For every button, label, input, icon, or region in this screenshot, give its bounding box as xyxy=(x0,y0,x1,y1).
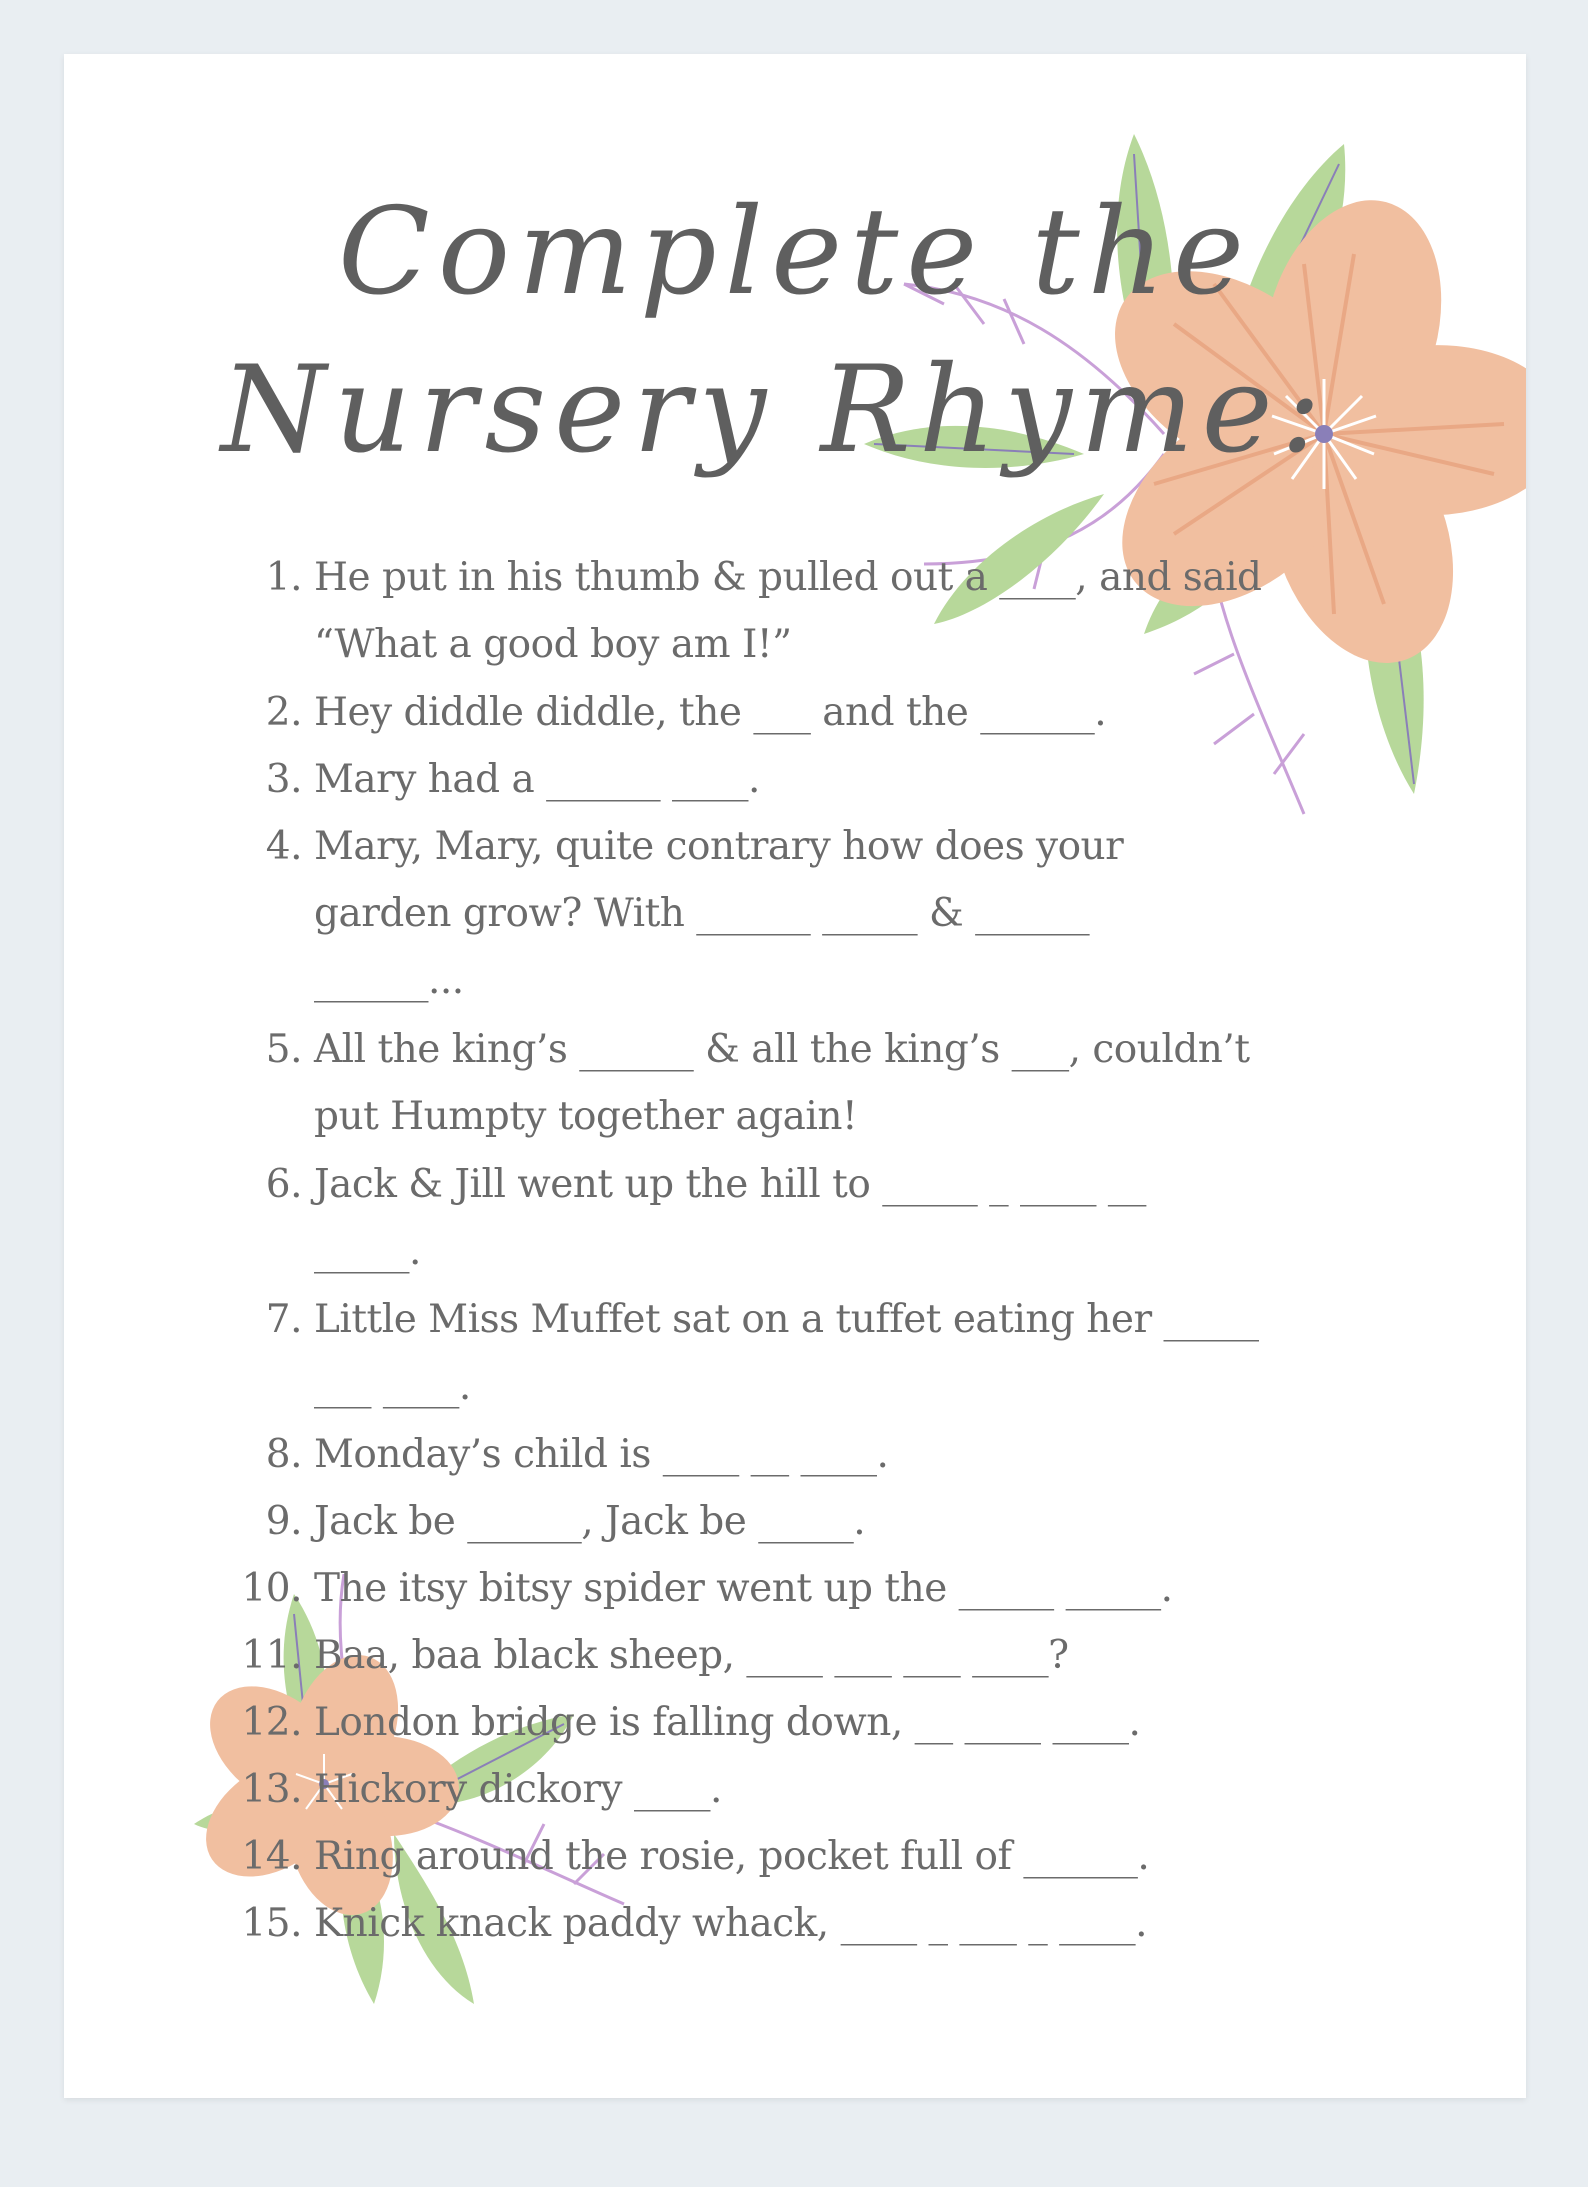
title-line-2: Nursery Rhyme: xyxy=(220,341,1330,480)
question-item xyxy=(265,813,1444,1014)
question-item xyxy=(265,544,1444,678)
question-text: Knick knack paddy whack, ____ _ ___ _ ____. xyxy=(314,1901,1148,1946)
question-item xyxy=(241,1756,1444,1823)
question-item xyxy=(241,1555,1444,1622)
question-number: 7. xyxy=(265,1297,302,1342)
question-number: 12. xyxy=(241,1700,302,1745)
question-item xyxy=(265,746,1444,813)
question-text: Little Miss Muffet sat on a tuffet eating her _____ ___ ____. xyxy=(314,1297,1259,1409)
question-text: All the king’s ______ & all the king’s ___, couldn’t put Humpty together again! xyxy=(314,1027,1250,1139)
question-text: London bridge is falling down, __ ____ ____. xyxy=(314,1700,1141,1745)
question-item xyxy=(241,1689,1444,1756)
question-number: 14. xyxy=(241,1834,302,1879)
question-item xyxy=(265,1151,1444,1285)
question-number: 15. xyxy=(241,1901,302,1946)
question-text: Mary, Mary, quite contrary how does your garden grow? With ______ _____ & ______ ______... xyxy=(314,824,1124,1003)
question-text: Jack be ______, Jack be _____. xyxy=(314,1499,866,1544)
question-number: 10. xyxy=(241,1566,302,1611)
question-item xyxy=(241,1823,1444,1890)
question-text: Jack & Jill went up the hill to _____ _ ____ __ _____. xyxy=(314,1162,1146,1274)
question-text: Baa, baa black sheep, ____ ___ ___ ____? xyxy=(314,1633,1069,1678)
question-text: Mary had a ______ ____. xyxy=(314,757,760,802)
question-text: He put in his thumb & pulled out a ____, and said “What a good boy am I!” xyxy=(314,555,1262,667)
question-text: Monday’s child is ____ __ ____. xyxy=(314,1432,889,1477)
question-item xyxy=(265,1286,1444,1420)
question-number: 3. xyxy=(265,757,302,802)
question-number: 8. xyxy=(265,1432,302,1477)
question-text: Hey diddle diddle, the ___ and the ______. xyxy=(314,690,1107,735)
question-item xyxy=(265,1421,1444,1488)
question-item xyxy=(265,1016,1444,1150)
question-text: Ring around the rosie, pocket full of ______. xyxy=(314,1834,1150,1879)
question-number: 2. xyxy=(265,690,302,735)
question-item xyxy=(265,1488,1444,1555)
question-number: 11. xyxy=(241,1633,302,1678)
question-number: 13. xyxy=(241,1767,302,1812)
question-number: 4. xyxy=(265,824,302,869)
question-item xyxy=(265,679,1444,746)
question-number: 5. xyxy=(265,1027,302,1072)
question-item xyxy=(241,1622,1444,1689)
question-number: 6. xyxy=(265,1162,302,1207)
question-text: Hickory dickory ____. xyxy=(314,1767,722,1812)
title-line-1: Complete the xyxy=(338,183,1252,322)
worksheet-card xyxy=(64,54,1526,2098)
question-item xyxy=(241,1890,1444,1957)
question-number: 1. xyxy=(265,555,302,600)
question-text: The itsy bitsy spider went up the _____ _____. xyxy=(314,1566,1173,1611)
question-number: 9. xyxy=(265,1499,302,1544)
question-list xyxy=(64,54,1526,2098)
